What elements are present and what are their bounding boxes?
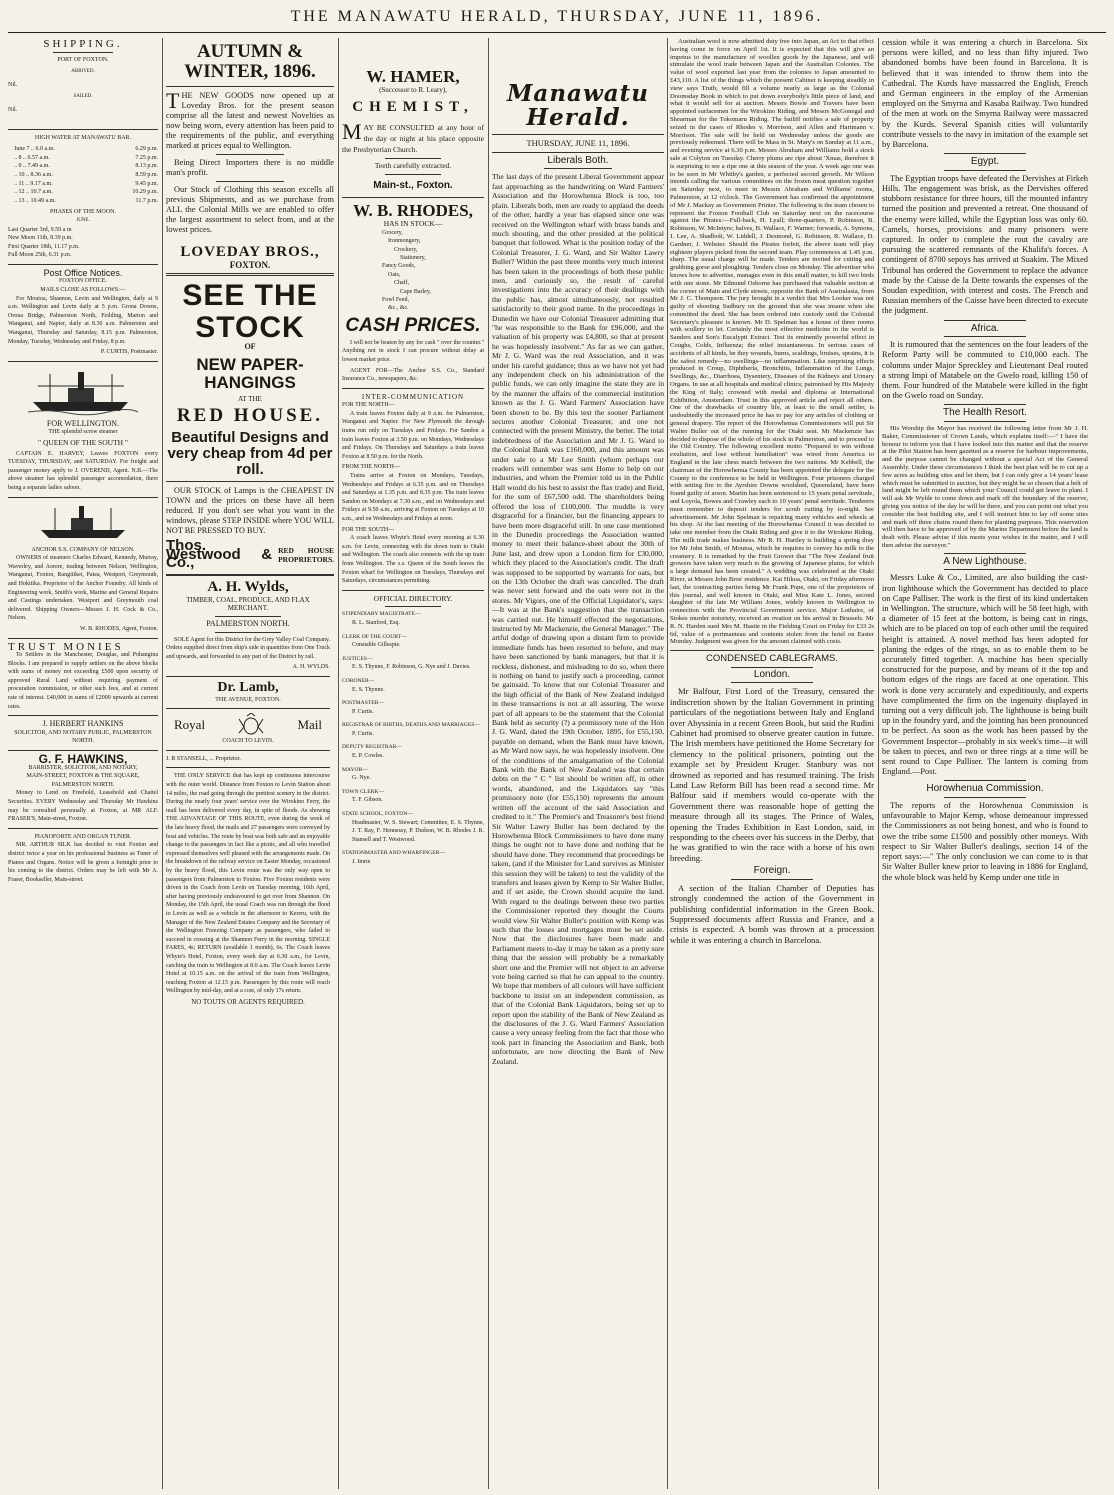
hankins-sub: SOLICITOR, AND NOTARY PUBLIC, PALMERSTON NORTH.: [14, 729, 152, 745]
moon-phases-title: PHASES OF THE MOON.: [50, 209, 116, 216]
hamer-sub: (Successor to R. Leary),: [379, 85, 447, 94]
rhodes-item: Fancy Goods,: [382, 263, 416, 270]
hamer-address: Main-st., Foxton.: [373, 179, 453, 191]
official-directory-title: OFFICIAL DIRECTORY.: [373, 593, 453, 603]
directory-holder: J. Imrie: [352, 859, 371, 865]
column-rule: [488, 38, 489, 1489]
directory-holder: T. F. Gibson.: [352, 797, 383, 804]
tide-row: [14, 171, 158, 180]
coach-title: COACH TO LEVIN.: [222, 738, 274, 745]
autumn-text-3: Our Stock of Clothing this season excells all previous Shipments, and as we purchase from ALL the Colonial Mills we are enabled to offer the largest assortment to select from, and at the lowest prices.: [166, 184, 334, 234]
arrived-value: Nil.: [8, 81, 18, 88]
rhodes-item: Crockery,: [394, 246, 418, 253]
rhodes-agent: AGENT FOR—The Anchor S.S. Co., Standard Insurance Co., newspapers, &c.: [342, 367, 484, 383]
wylds-sign: A. H. WYLDS.: [292, 664, 330, 671]
at-the: AT THE: [238, 394, 262, 403]
hawkins-address: MAIN-STREET, FOXTON & THE SQUARE, PALMERSTON NORTH.: [26, 773, 140, 788]
for-wellington: FOR WELLINGTON.: [46, 418, 120, 428]
tide-row: [14, 145, 158, 154]
local-news-text: Australian wool is now admitted duty free into Japan, an Act to that effect having come in force on April 1st. It is expected that this will give an impetus to the manufacture of woollen goods by the Japanese, and will stimulate the wool trade between Japan and the Australian Colonies. The value of wool exported last year from the colonies to Japan amounted to £43,110. A list of the things which the present Cabinet is keeping steadily in view says Truth, would fill a volume nearly as large as the Colonial Doomsday Book in which to put down everybody's little piece of land, and what it would sell for at auction. Messrs Bowie and Travers have been appointed surfacemen for the Wirokino Riding, and Messrs McGonegal and Shearman for the Tokomaru Riding. The bailiff notifies a sale of property seized in the cases of Rhodes v. Morrison, and Allen and Hartmann v. Morrison. The sale will be held on Wednesday unless the goods are previously redeemed. There will be Mass in St. Mary's on Sunday at 11 a.m., and evening service at 6.30 p.m. Messrs Abraham and Williams hold a stock sale at Colyton on Tuesday. Cherry plums are ripe about 'Xmas, therefore it is surprising to see a ripe one at this season of the year. A week ago one was to be seen in Mr Whitby's garden, a perfected second growth. Mr Wilson intends calling the various committees on the frozen meat question together on Saturday next, to meet in Messrs Abraham and Williams' rooms, Palmerston, at 12 o'clock. The Government has confirmed the appointment of Mr J. Mackay as Government Printer. The following is the team chosen to represent the Foxton Football Club on Saturday next on the racecourse against the Pirates:—Full-back, H. Lyall; three-quarters, P. Robinson, B. Robinson, W. McIntyre; halves, B. Wallace, F. Warner; forwards, A. Symons, J. Lee, A. Shadbolt, W. Liddell, J. Desmond, G. Robinson, R. Wallace, D. Gardner, J. Webster. Should the Pirates forfeit, the above team will play eighteen players picked from the second team. Play commences at 1.45 p.m. sharp. The usual charge will be made. Tenders are invited for cutting and grubbing gorse and ploughing. Tenders close on Monday. The advertiser who knows how to advertise, manages even in this small matter, to kill two birds with one stone. Mr Edmund Osborne has purchased that valuable section at the corner of Main and Clyde streets, opposite the Bank of Australasia, from Mr J. C. Thompson. The jury brought in a verdict that Mrs Looker was not guilty of shooting Sudbury on the ground that she was insane when she committed the deed. She has been ordered into custody until the Colonial Secretary's pleasure is known. Mr D. Spelman has a house of three rooms with scullery to let. Certainly the most effective medicine in the world is Sanders and Son's Eucalypti Extract. Test its eminently powerful effect in Coughs, Colds, Influenza; the relief instantaneous. In serious cases of accidents of all kinds, be they wounds, burns, scaldings, bruises, sprains, it is the safest remedy—no swellings—no inflammation. Like surprising effects produced in Croup, Diphtheria, Bronchitis, Inflammation of the Lungs, Swellings, &c., Diarrhoea, Dysentery, Diseases of the Kidneys and Urinary Organs. In use at all hospitals and medical clinics; patronised by His Majesty the King of Italy; crowned with medal and diploma at International Exhibition, Amsterdam. Trust in this approved article and reject all others. One of the drawbacks of country life, at least to the small settler, is undoubtedly the increased price he has to pay for any articles of clothing or general drapery. The report of the Horowhenua Commissioners will put Sir Walter Buller out of the running for the Otaki seat. Mr Mackenzie has decided to dispose of the whole of his stock in Palmerston, and to proceed to the Old Country. The following excellent motto "Prepared to win without exultation, and lose without humiliation" was wired from America to England in the late chess match between the two nations. Mr Kebbell, the chairman of the Horowhenua County has been appointed the delegate for the County to the conference to be held in Wellington. Four prisoners charged with setting fire to the Ayrshire Downs woolshed, Queensland, have been found guilty of arson. Martin has been sentenced to 15 years penal servitude, and Loyola, Bowes and Crawley each to 10 years' penal servitude. Tenderers must remember to deposit tenders for scrub cutting by to-night. See advertisement. Mr John Spelman is repairing many vehicles and wheels at his shop. At the last meeting of the Horowhenua Council it was decided to take one member from the Otaki Riding and give it to the Wirokino Riding. The milk trade makes business. Mr R. H. Hartley is building a spring dray for Mr John Smith, of Moutoa, which he requires to convey his milk to the creamery. It is remarked by the Fruit Grower that "The New Zealand fruit growers have taken very much to the growing of Japanese plums, for which a large demand has been created." A wedding was celebrated at the Otaki River, at Messrs John Bros' residence. Kai Hikoa, Otaki, on Friday afternoon last, the contracting parties being Mr Frank Pope, one of the proprietors of this journal, and well known in Otaki, and Miss Kate L. Jones, second daughter of the late Mr William Jones, widely known in Wellington in connection with the Provincial Government service. Major Lothaire, of Stokes murder notoriety, received an ovation on his arrival in Brussels. Mr R. N. Harden sued Mrs M. Hastie in the Fielding Court on Friday for £33 2s 6d, value of a portmanteau and contents stolen from the hotel on Easter Monday. Judgment was given for the amount claimed with costs.: [670, 38, 874, 646]
royal-crest-icon: [236, 713, 266, 737]
page-header: [0, 0, 1114, 34]
barcelona-text: cession while it was entering a church in Barcelona. Six persons were killed, and no less than fifty injured. Two abandoned bombs have been found in Barcelona. It is believed that it was intended to throw them into the Cathedral. The Kurds have massacred the English, French and German engineers in the employ of the Armenian employed on the Smyrna and Kasaba Railway. Two hundred of the men at work on the Smyrna Railway were massacred by the Kurds. Several Spanish cities will voluntarily contribute vessels to the navy in imitation of the example set by Barcelona.: [882, 38, 1088, 150]
rhodes-item: Oats,: [388, 271, 401, 278]
tide-cell: 10.29 p.m.: [132, 189, 158, 196]
for-north-label: FOR THE NORTH—: [342, 402, 395, 409]
high-water-title: HIGH WATER AT MANAWATU BAR.: [34, 134, 132, 141]
anchor-title: ANCHOR S.S. COMPANY OF NELSON.: [31, 546, 135, 553]
steamer-intro: THE splendid screw steamer: [48, 429, 118, 436]
column-5: [670, 38, 874, 1489]
hamer-teeth: Teeth carefully extracted.: [374, 161, 452, 171]
wylds-text: SOLE Agent for this District for the Grey Valley Coal Company. Orders supplied direct from ship's side in quantities from One Truck and upwards, and forwarded to any part of the District by rail.: [166, 636, 330, 660]
piano-text: MR. ARTHUR SILK has decided to visit Foxton and district twice a year on his professional business as Tuner of Pianos and Organs. Notice will be given a fortnight prior to his coming to the district. Orders may be left with Mr A. Fraser, Bookseller, Main-street.: [8, 842, 158, 883]
autumn-text-2: Being Direct Importers there is no middle man's profit.: [166, 157, 334, 177]
column-rule: [338, 38, 339, 1489]
directory-holder: Headmaster, W. S. Stewart; Committee, E. S. Thynne, J. T. Ray, F. Hennessy, P. Dudson, W. B. Rhodes J. R. Stansell and T. Westwood.: [352, 819, 484, 843]
wylds-sub: TIMBER, COAL, PRODUCE, AND FLAX MERCHANT.: [186, 595, 310, 613]
horowhenua-title: Horowhenua Commission.: [926, 783, 1044, 795]
lamb-title: Dr. Lamb,: [217, 679, 279, 695]
trust-title: TRUST MONIES: [8, 640, 124, 653]
cash-prices: CASH PRICES.: [345, 314, 481, 336]
post-office-sub: FOXTON OFFICE.: [59, 278, 107, 285]
hawkins-text: Money to Lend on Freehold, Leasehold and Chattel Securities. EVERY Wednesday and Thursday Mr Hawkins may be consulted personally at Foxton, at MR ALF. FRASER'S, Main-street, Foxton.: [8, 790, 158, 823]
tide-cell: 6.29 p.m.: [135, 146, 158, 153]
see-of: OF: [244, 342, 256, 352]
directory-office: POSTMASTER—: [342, 700, 384, 707]
for-south-label: FOR THE SOUTH—: [342, 526, 395, 533]
mail-label: Mail: [297, 716, 322, 732]
from-north-label: FROM THE NORTH—: [342, 464, 400, 471]
coach-text: THE ONLY SERVICE that has kept up continuous intercourse with the outer world. Distance from Foxton to Levin Station about 14 miles, the road going through the prettiest scenery in the district. During the nearly four years' service over the Wirokino Ferry, the mail has been delivered every day, in spite of floods. As showing THE ADVANTAGE OF THIS ROUTE, even during the week of the late heavy flood, the mails and 27 passengers were conveyed by boat and vehicles. The route by boat was both safe and an enjoyable change to the passengers in fact like a picnic, and all who travelled expressed themselves well pleased with the arrangements made. On the breakdown of the railway service on Easter Monday, occasioned by the heavy flood, this Levin route was the only way open to passengers from Palmerston to Foxton. Five Foxton residents were driven in the Coach from Levin on Tuesday morning, 16th April, after having previously endeavoured to get over from Shannon. On Monday, the 15th April, the usual Coach was run through the flood to Levin as well as a vehicle in the afternoon to Kereru, with the Manager of the New Zealand Estates Company and the Secretary of the Wellington Freezing Company as passengers, who failed to succeed in crossing at the Shannon Ferry in the morning. SINGLE FARES, 4s; RETURN (available 1 month), 6s. The Coach leaves Whyte's Hotel, Foxton, every week day at 6.30 a.m., for Levin, catching the train to Wellington at 8.0 a.m. The Coach leaves Levin Hotel at 10.15 a.m. on the arrival of the train from Wellington, reaching Foxton at 12.15 p.m. Passengers by this route will reach Wellington by mid-day, and at a cost, of only 17s return.: [166, 773, 330, 995]
header-rule: [8, 32, 1106, 33]
tide-cell: 7.25 p.m.: [135, 154, 158, 161]
directory-holder: G. Nye.: [352, 775, 371, 782]
port-name: PORT OF FOXTON.: [57, 56, 109, 63]
issue-date: THURSDAY, JUNE 11, 1896.: [526, 138, 630, 149]
masthead: Manawatu Herald.: [506, 80, 650, 132]
tide-row: [14, 162, 158, 171]
royal-label: Royal: [174, 716, 206, 732]
steamer-text: CAPTAIN E. HARVEY, Leaves FOXTON every TUESDAY, THURSDAY, and SATURDAY. For freight and passenger money apply to J. OVEREND, Agent. N.B.—The above steamer has splendid passenger accomodation, there being a separate ladies saloon.: [8, 450, 158, 491]
africa-title: Africa.: [970, 322, 1000, 334]
arrived-label: ARRIVED.: [71, 69, 95, 75]
directory-office: JUSTICES—: [342, 655, 373, 662]
directory-holder: R. L. Stanford, Esq.: [352, 619, 400, 626]
foreign-title: Foreign.: [753, 865, 791, 877]
tide-row: [14, 188, 158, 197]
directory-office: DEPUTY REGISTRAR—: [342, 744, 402, 751]
london-text: Mr Balfour, First Lord of the Treasury, censured the indiscretion shown by the Italian Government in printing particulars of the negotiations between Italy and England over Abyssinia in a recent Green Book, but said the Rudini Cabinet had promised to observe greater caution in future. The Irish members have petitioned the Home Secretary for clemency to the political prisoners, pointing out the example set by President Kruger. Stanbury was not drowned as reported and has resumed training. The Irish Land Law Reform Bill has been read a second time. Mr Balfour said if members would co-operate with the Government there was reasonable hope of getting the measure through all its stages. The Prince of Wales, opening the Trades Exhibition in East London, said, in responding to the cheers over his success in the Derby, that he was gratified to win the race with a horse of his own breeding.: [670, 686, 874, 863]
lead-text: The last days of the present Liberal Government appear fast approaching as the handwriting on Ward Farmers' Association and the Horowhenua Block is too, too plain. Liberals both, men are ready to applaud the deeds of the other, hardly a year has elapsed since one was received on the Wellington wharf with brass bands and much shouting, and the other presided at the political banquet that followed. What is the position today of the Colonial Treasurer, J. G. Ward, and Sir Walter Lawry Buller? Within the past three months very much interest has been taken in the proceedings of both these public men, and curiously so, the result of careful investigations into the accuracy of their dealings with the public has, almost simultaneously, not resulted satisfactorily to their good name. In the proceedings in Dunedin we have our Colonial Treasurer admitting that "he was responsible to the Bank for £96,000, and the valuation of his property was £4,800, so that at present he was hopelessly insolvent." As far as we can gather, Mr J. G. Ward was the real Association, and it was under his careful guidance; thus as we have not yet had any independent check on his administration of the public funds, we can only imagine the state they are in by the manner the affairs of the commercial institution known as the J. G. Ward Farmers' Association have been shown to be. By this test the sooner Parliament secures another Colonial Treasurer, and one not connected with the present Ministry, the better. The total indebtedness of the Association and Mr J. G. Ward to the Colonial Bank was £160,000, and this amount was under sale to a Mr Lee Smith (whom perhaps our readers will remember was sent Home to help on our industries, and whom the Premier told us in the Public Hall would do his best to assist the flax trade) and Reid, for the sum of £67,500 odd. The shareholders being offered the loss of £100,000. The muddle is very disgraceful for a financier, but the financing appears to have been more disgraceful still. In one case mentioned in the Dunedin proceedings the Association wanted money to meet their balance-sheet about the 30th of June last, and drew upon a London firm for £30,000, which they placed to the Association's credit. The draft was supposed to be supported by warrants for oats, but on the 13th October the draft was cancelled. The draft was never sent forward and the oats were not in the stores. Mr Vigors, one of the Official Liquidator's, says:—It was at the Bank's suggestion that the transaction was carried out. He himself effected the negotiations, instructed by Mr Mackenzie, the General Manager." The artful dodge of drawing upon a distant firm to provide immediate funds has been resorted to before, and may have been sanctioned by bank managers, but that it is reckless, dishonest, and misleading to do so, when there is nothing on hand to justify such a proceeding, cannot be gainsaid. To know that our Colonial Treasurer and the high official of the Bank of New Zealand indulged in these transactions is not at all assuring. The worse part of all appears to be the statement that the Colonial Bank held as security (?) a promissory note of the Hon J. G. Ward, dated the 19th October, 1895, for £55,150, payable on demand, when the Bank must have known, as Mr Ward now says, he was hopelessly insolvent. One of the conditions of the amalgamation of the Colonial Bank with the Bank of New Zealand was that certain debts on the " C " list should be written off, in other words, abandoned, and the Liquidators say "this promissory note (for £55,150) represents the amount written off the account of the said Association and credited to it." The Premier's and Treasurer's best friend Sir Walter Lawry Buller has been declared by the Horowhenua Block Commissioners to have done many things he ought not to have done and nothing that he should have done. They recommend that proceedings be taken, (and if the Minister for Land survives as Minister this session they will be taken) to test the validity of the transfers and leases given by Kemp to Sir Walter Buller, and if set aside, the Crown should acquire the land. With regard to the dealings between these two parties the Commissioner reported they thought the Courts would view Sir Walter Buller's position with Kemp was such that the losses and mortgages must be set aside. Now that the disclosures have been made and Parliament meets to-day it may be taken as a pretty sure thing that the session will probably be a remarkably short one and the Premier will not object to an adverse vote being carried so that he can appeal to the country. We hope that members of all colours will have sufficient backbone to insist on an independent commission, as that of the Colonial Bank Liquidators, being set up to report upon the stability of the Bank of New Zealand as the disclosures of the J. G. Ward Farmers' Association cause a very uneasy feeling from the fact that those who took part in financing the Association and Bank, both unfortunate, are now directing the Bank of New Zealand.: [492, 172, 664, 1066]
rhodes-item: Chaff,: [394, 280, 410, 287]
steamer-name: " QUEEN OF THE SOUTH ": [38, 438, 128, 447]
tide-cell: .. 9 .. 7.49 a.m.: [14, 163, 50, 170]
post-office-sign: P. CURTIS, Postmaster.: [100, 349, 158, 356]
tide-cell: June 7 .. 6.0 a.m.: [14, 146, 55, 153]
hawkins-title: G. F. HAWKINS,: [38, 752, 128, 767]
rhodes-item: Ironmongery,: [388, 238, 421, 245]
directory-office: MAYOR—: [342, 766, 368, 773]
lighthouse-text: Messrs Luke & Co., Limited, are also building the cast-iron lighthouse which the Government has decided to place on Cape Palliser. The work is the first of its kind undertaken in Wellington. The structure, which will be 58 feet high, with a diameter of 15 feet at the bottom, is being cast in rings, which are to be placed on top of each other until the required height is attained. A novel method has been adopted for planing the edges of the rings, so as to enable them to be accurately fitted together. A machine has been specially constructed for the purpose, and by means of it the top and bottom edges of the rings are faced at one operation. This work is done very accurately and expeditiously, and experts have complimented the firm on the ingenuity displayed in turning out a very difficult job. The lighthouse is being built up in the foundry yard, and the jointing has been pronounced to be perfect. As soon as the work has been passed by the Government Inspector—probably in six week's time—it will be taken to pieces, and two or three rings at a time will be sent round to Cape Palliser. The lantern is coming from England.—Post.: [882, 573, 1088, 777]
rhodes-title: W. B. RHODES,: [353, 201, 473, 221]
hamer-title: W. HAMER,: [366, 67, 460, 86]
intercommunication-title: INTER-COMMUNICATION: [361, 392, 465, 401]
column-rule: [162, 38, 163, 1489]
beautiful-designs: Beautiful Designs and very cheap from 4d per roll.: [167, 429, 333, 478]
cablegrams-title: CONDENSED CABLEGRAMS.: [706, 653, 838, 665]
autumn-title: AUTUMN & WINTER, 1896.: [184, 41, 316, 82]
piano-title: PIANOFORTE AND ORGAN TUNER.: [34, 833, 132, 840]
loveday-town: FOXTON.: [229, 259, 271, 270]
shipping-title: SHIPPING.: [43, 38, 123, 50]
coach-proprietor: J. R STANSELL, ... Proprietor.: [166, 755, 241, 762]
directory-holder: E. P. Cowles.: [352, 753, 384, 760]
loveday-title: LOVEDAY BROS.,: [180, 243, 320, 260]
post-office-mails: MAILS CLOSE AS FOLLOWS:—: [40, 287, 126, 294]
post-office-title: Post Office Notices.: [43, 267, 123, 278]
tide-cell: 8.13 p.m.: [135, 163, 158, 170]
tide-row: [14, 154, 158, 163]
tide-row: [14, 197, 158, 206]
see-stock-title: SEE THE STOCK: [182, 279, 318, 344]
hawkins-sub: BARRISTER, SOLICITOR, AND NOTARY,: [28, 764, 138, 771]
moon-phase-item: First Quarter 18th, 11.17 p.m.: [8, 243, 80, 250]
sailed-label: SAILED.: [73, 94, 93, 100]
post-office-text: For Moutoa, Shannon, Levin and Wellington, daily at 9 a.m. Wellington and Levin daily at 5 p.m. Grona Downs, Oroua Bridge, Palmerston North, Feilding, Marton and Wanganui, and Napier, daily at 8.30 a.m. Palmerston and Wanganui, Thursday and Saturday, 8.15 p.m. Palmerston, Monday, Tuesday, Wednesday and Friday, 8 p.m.: [8, 295, 158, 345]
lighthouse-title: A New Lighthouse.: [943, 555, 1027, 567]
tide-row: [14, 180, 158, 189]
wylds-place: PALMERSTON NORTH.: [206, 619, 290, 628]
directory-office: REGISTRAR OF BIRTHS, DEATHS AND MARRIAGES—: [342, 722, 480, 729]
hamer-text: MAY BE CONSULTED at any hour of the day or night at his place opposite the Presbyterian Church.: [342, 119, 484, 155]
tide-cell: .. 10 .. 8.36 a.m.: [14, 171, 53, 178]
tide-cell: .. 13 .. 10.49 a.m.: [14, 197, 56, 204]
westwood-name: Thos. Westwood & Co.,: [166, 537, 273, 572]
directory-office: STATIONMASTER AND WHARFINGER—: [342, 850, 445, 857]
column-rule: [667, 38, 668, 1489]
rhodes-item: Grocery,: [382, 229, 403, 236]
red-house: RED HOUSE.: [176, 405, 324, 427]
for-south-text: A coach leaves Whyte's Hotel every morning at 6.30 a.m. for Levin, connecting with the down train to Otaki and Wellington. The coach also connects with the up train from Wellington. The s.s. Queen of the South leaves the Foxton wharf for Wellington on Tuesdays, Thursdays and Saturdays, circumstances permitting.: [342, 535, 484, 585]
directory-office: TOWN CLERK—: [342, 788, 385, 795]
moon-phase-item: Last Quarter 3rd, 9.59 a m: [8, 226, 72, 233]
tide-cell: 11.7 p.m.: [135, 197, 158, 204]
london-title: London.: [753, 668, 791, 680]
column-3: [342, 38, 484, 1489]
rhodes-items: [342, 229, 484, 313]
chemist-label: CHEMIST,: [352, 99, 474, 116]
westwood-sub: RED HOUSE PROPRIETORS.: [278, 546, 334, 565]
directory-holder: P. Curtis.: [352, 730, 374, 737]
lamb-sub: THE AVENUE, FOXTON.: [215, 696, 281, 703]
health-resort-title: The Health Resort.: [943, 407, 1027, 419]
column-6: [882, 38, 1088, 1489]
column-1: [8, 38, 158, 1489]
autumn-text: THE NEW GOODS now opened up at Loveday Bros. for the present season comprise all the latest and newest Novelties as now being worn, every attention has been paid to the requirements of the public, and everything marked at prices equal to Wellington.: [166, 87, 334, 150]
moon-phase-item: Full Moon 25th, 6.31 p.m.: [8, 252, 72, 259]
moon-month: JUNE.: [76, 217, 90, 223]
rhodes-text: I will not be beaten by any for cash " over the counter." Anything not in stock I can procure without delay at lowest market price.: [342, 339, 484, 363]
rhodes-sub: HAS IN STOCK—: [383, 219, 443, 229]
hankins-title: J. HERBERT HANKINS: [42, 719, 124, 729]
rhodes-item: &c., &c.: [388, 305, 409, 312]
rhodes-item: Fowl Feed,: [382, 296, 409, 303]
column-4: [492, 38, 664, 1489]
column-rule: [878, 38, 879, 1489]
anchor-text: OWNERS of steamers Charles Edward, Kennedy, Murray, Waverley, and Aorere, trading between Nelson, Wellington, Wanganui, Foxton, Rangitikei, Patea, Westport, Greymouth, and Hokitika. Proprietor of the Anchor Foundry. All kinds of Engineering work, Smith's work, Marine and General Repairs and Castings undertaken. Westport and Greymouth coal delivered. Shipping Owners—Messrs J. H. Cock & Co., Nelson.: [8, 555, 158, 622]
egypt-title: Egypt.: [970, 156, 1000, 168]
coach-end: NO TOUTS OR AGENTS REQUIRED.: [191, 997, 305, 1006]
from-north-text: Trains arrive at Foxton on Mondays, Tuesdays, Wednesdays and Fridays at 6.35 p.m. and on Thursdays and Saturdays at 1.35 p.m. and 8.35 p.m. The train leaves Sandon on Mondays at 7.30 a.m., and on Wednesdays and Fridays at 9.50 a.m., arriving at Foxton on Tuesdays at 10 a.m., and on Wednesdays and Fridays at noon.: [342, 473, 484, 522]
anchor-sign: W. B. RHODES, Agent, Foxton.: [80, 625, 158, 632]
directory-holder: P. Curtis.: [352, 708, 374, 715]
tide-cell: .. 12 .. 10.7 a.m.: [14, 189, 53, 196]
steamship-icon: [28, 366, 138, 416]
official-directory: [342, 610, 484, 866]
moon-phase-list: [8, 226, 158, 260]
horowhenua-text: The reports of the Horowhenua Commission is unfavourable to Major Kemp, whose demeanour impressed the Commissioners as not being honest, and who is found to owe the tribe some £1500 and possibly other moneys. With respect to Sir Walter Buller's dealings, section 14 of the report says:—" The only conclusion we can come to is that Sir Walter Buller knew prior to leaving in 1886 for England, the whole block was held by Kemp under one title in: [882, 801, 1088, 882]
trust-text: To Settlers in the Manchester, Douglas, and Pohangina Blocks. I am prepared to supply settlers on the above blocks with sums of money not exceeding £500 upon security of approved Rural Land without requiring payment of procuration commission, or other such fees, and at current rate of interest. £40,000 in sums of £2000 upwards at current rates.: [8, 652, 158, 710]
tide-cell: .. 8 .. 6.57 a.m.: [14, 154, 50, 161]
tide-table: [14, 145, 158, 205]
directory-office: STATE SCHOOL, FOXTON—: [342, 811, 414, 818]
africa-text: It is rumoured that the sentences on the four leaders of the Reform Party will be commuted to £10,000 each. The columns under Major Spreckley and Lieutenant Deal routed a strong Impi of Matabele on the Gwelo road, killing 150 of them. Four hundred of the Matabele were killed in the fight on the Gwelo road on Sunday.: [882, 340, 1088, 401]
steamship-icon: [35, 502, 131, 542]
directory-holder: E. S. Thynne, F. Robinson, G. Nye and J. Davies.: [352, 664, 471, 671]
tide-cell: 8.59 p.m.: [135, 171, 158, 178]
lead-title: Liberals Both.: [547, 154, 609, 166]
moon-phase-item: New Moon 11th, 8.39 p.m.: [8, 235, 73, 242]
directory-holder: E. S. Thynne.: [352, 686, 385, 693]
directory-office: CLERK OF THE COURT—: [342, 633, 407, 640]
tide-cell: .. 11 .. 9.17 a.m.: [14, 180, 53, 187]
rhodes-item: Stationery,: [400, 254, 426, 261]
health-resort-text: His Worship the Mayor has received the following letter from Mr J. H. Baker, Commissioner of Crown Lands, which explains itself:—" I have the honour to inform you that I have looked into this matter and that the reserve at the Pilot Station has been gazetted as a reserve for harbour improvements, and the purpose cannot be changed without a special Act of the General Assembly. Under these circumstances I think the best plan will be to cut up a few acres as building sites and let them, but I can only give a 14 years' lease which must be submitted to auction, but they might be so chosen that a belt of land might be left round them which your Council could get leave to plant. I will ask Mr Wylde to come down and mark off the boundary of the reserve, giving you notice of the day he will be there, and you can point out what you consider the best building site, and I will instruct him to lay off some sites and mark off three chains round them for planting purposes. This reservation will then have to be approved of by the Marine Department before the land is dealt with. Please advise if this meets your wishes in the matter, and I will then advise the surveyor.": [882, 425, 1088, 550]
lamps-text: OUR STOCK of Lamps is the CHEAPEST IN TOWN and the prices on these have all been reduced. If you don't see what you want in the windows, please STEP INSIDE where YOU WILL NOT BE PRESSED TO BUY.: [166, 486, 334, 536]
for-north-text: A train leaves Foxton daily at 9 a.m. for Palmerston, Wanganui and Napier. For New Plymouth the through trains run only on Tuesdays and Fridays. For Sandon a train leaves Foxton at 3.50 p.m. on Mondays, Wednesdays and Fridays. On Thursdays and Saturdays a train leaves Foxton at 8.50 p.m. for the North.: [342, 410, 484, 460]
header-title: THE MANAWATU HERALD, THURSDAY, JUNE 11, 1896.: [290, 8, 824, 25]
directory-office: CORONER—: [342, 677, 375, 684]
foreign-text: A section of the Italian Chamber of Deputies has strongly condemned the action of the Government in publishing confidential information in the Green Book. Suppressed documents affect Russia and France, and a crisis is expected. A bomb was thrown at a procession while it was entering a church in Barcelona.: [670, 882, 874, 945]
column-2: [166, 38, 334, 1489]
directory-holder: Constable Gillespie.: [352, 642, 401, 649]
egypt-text: The Egyptian troops have defeated the Dervishes at Firkeh Hills. The engagement was brisk, as the Dervishes offered stubborn resistance for three hours, till the mounted infantry turned the position and prevented a retreat. One thousand of the enemy were killed, while the Egyptian loss was only 60. Camels, horses, provisions and many prisoners were captured. In order to complete the rout the cavalry are pursuing the scattered remnants of the Khalifa's forces. A contingent of 8700 sepoys has arrived at Suakim. The Mixed Tribunal has ordered the Government to replace the advance made by the Caisse de la Dette towards the expenses of the Soudan expedition, with interest and costs. The French and Russian members of the Caisse have been directed to execute the judgment.: [882, 173, 1088, 316]
paper-hangings: NEW PAPER-HANGINGS: [196, 354, 304, 392]
tide-cell: 9.45 p.m.: [135, 180, 158, 187]
directory-office: STIPENDIARY MAGISTRATE—: [342, 611, 421, 618]
rhodes-item: Cape Barley,: [400, 288, 431, 295]
sailed-value: Nil.: [8, 106, 18, 113]
wylds-title: A. H. Wylds,: [207, 579, 289, 596]
